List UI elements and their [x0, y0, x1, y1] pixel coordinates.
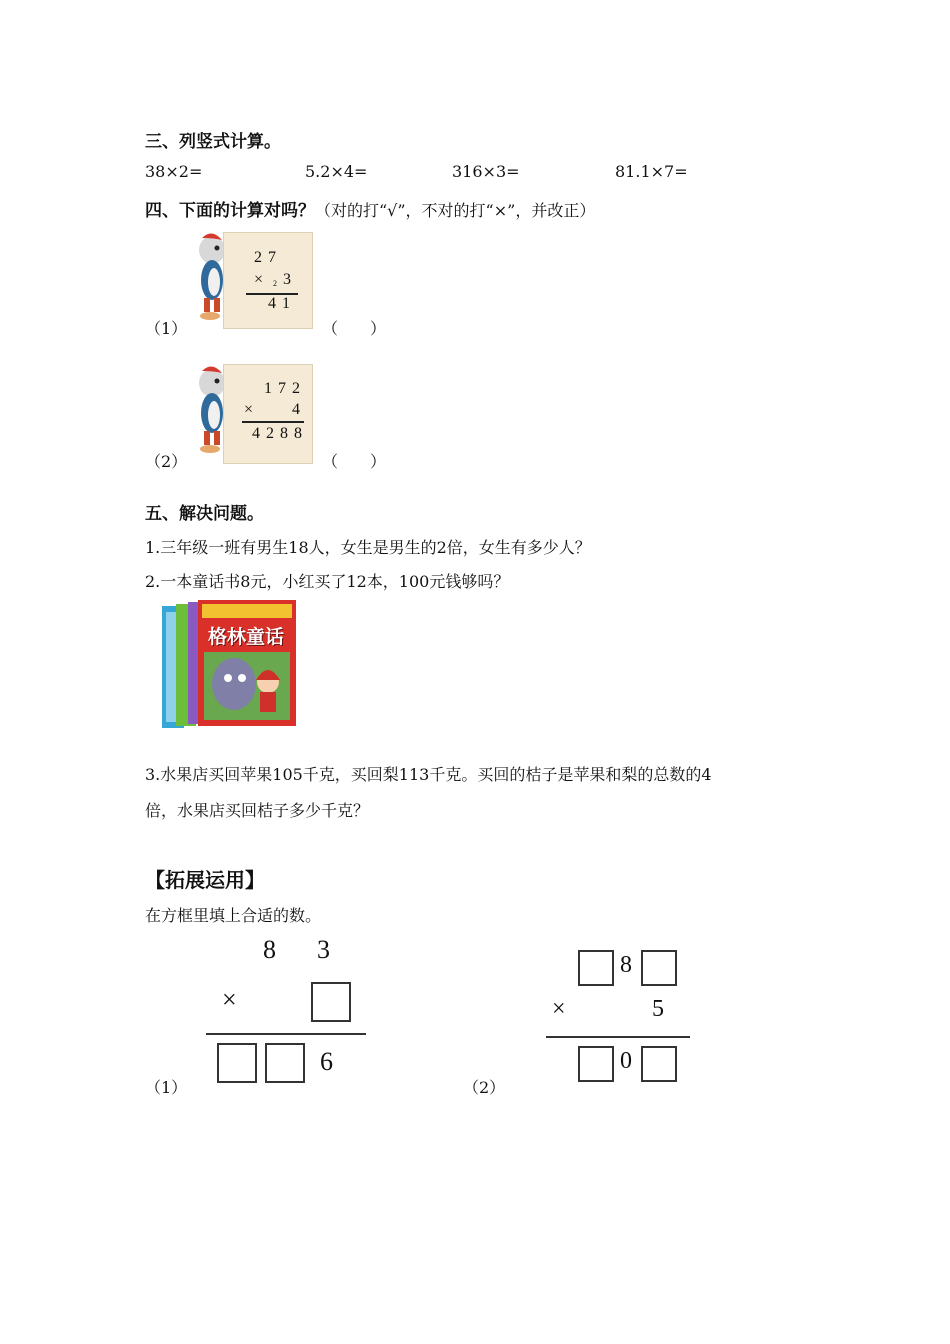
ext-1-digit-2: 3 [317, 935, 330, 964]
ext-2-zero: 0 [620, 1048, 632, 1074]
ext-1-blank-multiplier[interactable] [311, 982, 351, 1022]
section-5-title: 五、解决问题。 [145, 504, 264, 524]
fairy-tale-books-image [162, 598, 296, 731]
board-2-line [242, 421, 304, 423]
ext-2-blank-result-hundreds[interactable] [578, 1046, 614, 1082]
ext-1-blank-tens[interactable] [265, 1043, 305, 1083]
section-4-heading [145, 196, 595, 221]
section-4-title: 四、下面的计算对吗？ [145, 201, 315, 221]
board-2-top: 172 [264, 380, 306, 397]
ext-2-mid-digit: 8 [620, 952, 632, 978]
section-4-note: （对的打“√”，不对的打“×”，并改正） [315, 201, 596, 220]
item-1-answer[interactable]: （ ） [322, 319, 387, 338]
calc-board-2 [223, 364, 313, 464]
extension-title: 【拓展运用】 [145, 868, 265, 892]
board-1-top: 27 [254, 249, 282, 266]
book-stack-icon [162, 598, 296, 731]
question-1: 1.三年级一班有男生18人，女生是男生的2倍，女生有多少人？ [145, 538, 591, 557]
ext-1-last-digit: 6 [320, 1047, 333, 1076]
ext-1-label: （1） [145, 1078, 188, 1097]
ext-2-blank-ones[interactable] [641, 950, 677, 986]
board-2-op: × [244, 401, 254, 418]
book-title: 格林童话 [208, 626, 285, 648]
problem-4: 81.1×7= [615, 162, 688, 181]
ext-1-times: × [222, 985, 237, 1014]
problem-1: 38×2= [145, 162, 203, 181]
board-2-result: 4288 [252, 425, 308, 442]
ext-2-multiplier: 5 [652, 996, 664, 1022]
calc-board-1 [223, 232, 313, 329]
ext-2-blank-hundreds[interactable] [578, 950, 614, 986]
extension-instruction: 在方框里填上合适的数。 [145, 906, 322, 925]
question-3-line-2: 倍，水果店买回桔子多少千克？ [145, 801, 370, 820]
section-3-title: 三、列竖式计算。 [145, 132, 281, 152]
item-1-label: （1） [145, 319, 188, 338]
board-1-result: 41 [268, 295, 296, 312]
ext-1-blank-hundreds[interactable] [217, 1043, 257, 1083]
item-2-label: （2） [145, 452, 188, 471]
problem-2: 5.2×4= [305, 162, 368, 181]
ext-1-line [206, 1033, 366, 1035]
ext-2-times: × [552, 996, 566, 1022]
question-3-line-1: 3.水果店买回苹果105千克，买回梨113千克。买回的桔子是苹果和梨的总数的4 [145, 765, 712, 784]
board-1-mult: 3 [283, 271, 297, 288]
board-1-op: × [254, 271, 264, 288]
board-1-carry: 2 [273, 279, 277, 288]
board-2-mult: 4 [292, 401, 306, 418]
problem-3: 316×3= [452, 162, 520, 181]
question-2: 2.一本童话书8元，小红买了12本，100元钱够吗？ [145, 572, 510, 591]
ext-1-digit-1: 8 [263, 935, 276, 964]
ext-2-blank-result-ones[interactable] [641, 1046, 677, 1082]
item-2-answer[interactable]: （ ） [322, 452, 387, 471]
ext-2-line [546, 1036, 690, 1038]
ext-2-label: （2） [463, 1078, 506, 1097]
